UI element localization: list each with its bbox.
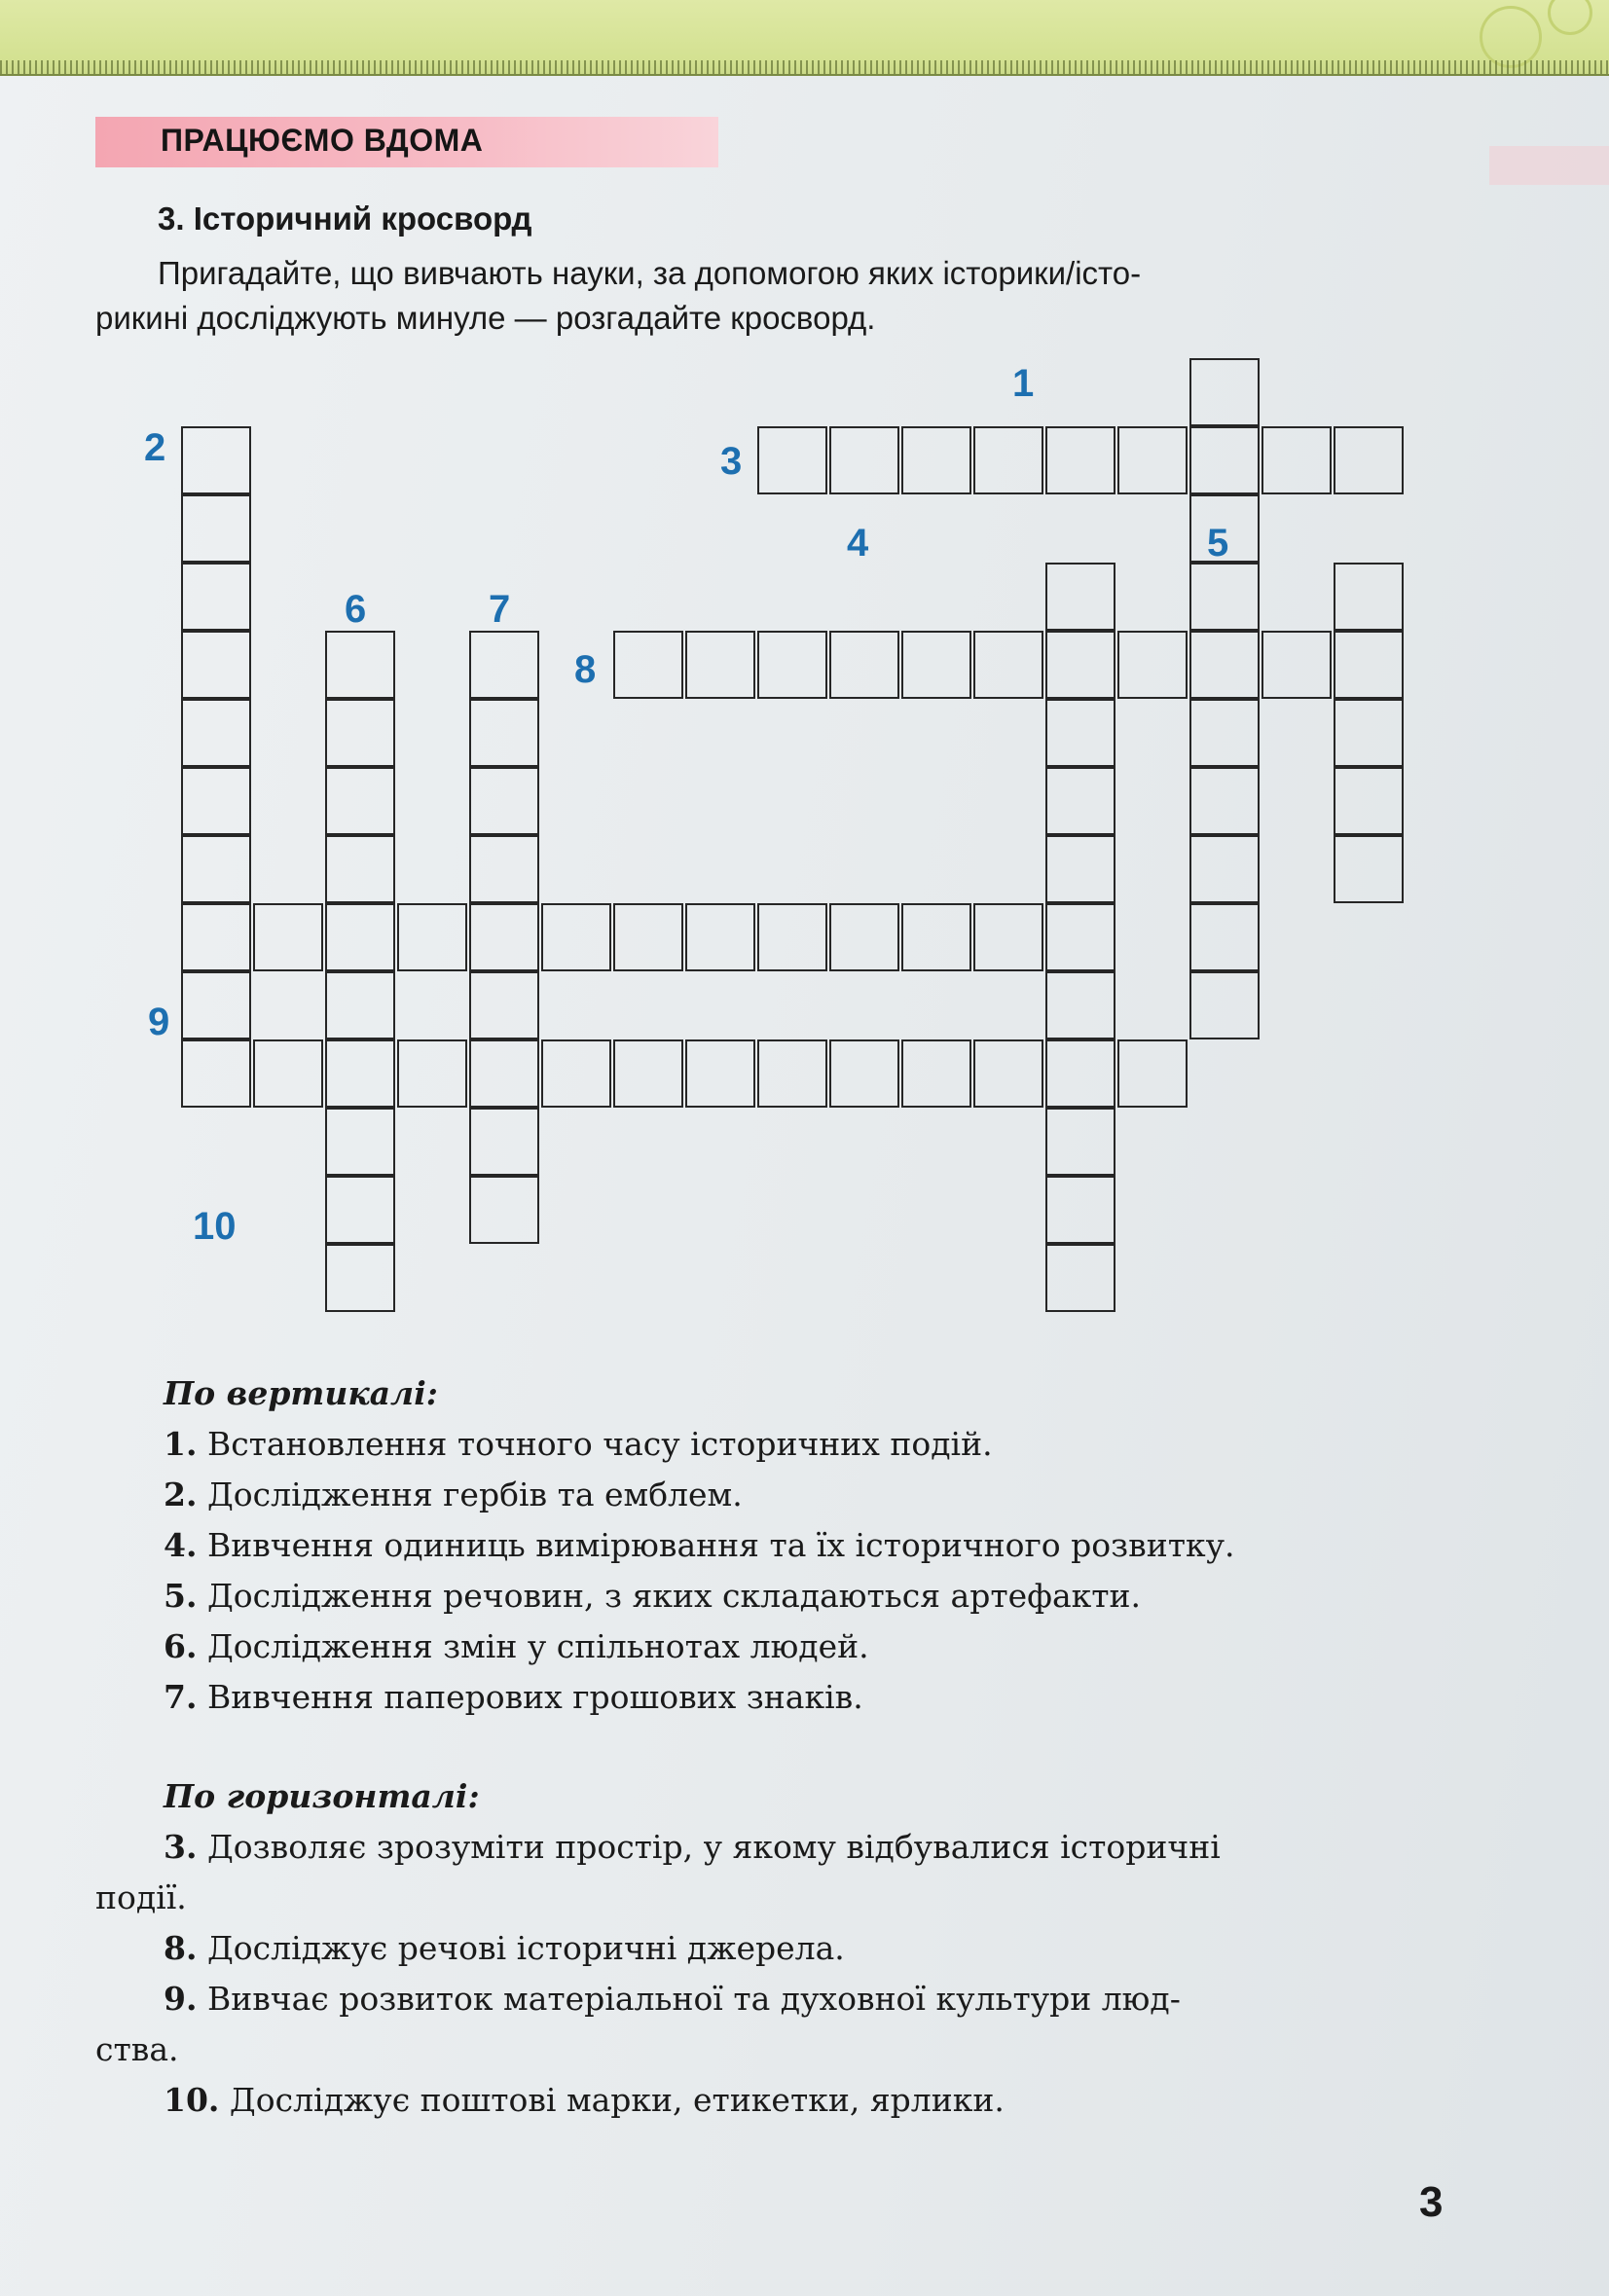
crossword-cell[interactable]	[469, 767, 539, 835]
crossword-cell[interactable]	[757, 631, 827, 699]
task-title: 3. Історичний кросворд	[158, 200, 532, 237]
crossword-cell[interactable]	[1045, 1039, 1115, 1108]
crossword-cell[interactable]	[181, 835, 251, 903]
clue-number-9: 9	[148, 1001, 170, 1043]
crossword-cell[interactable]	[1045, 835, 1115, 903]
crossword-cell[interactable]	[253, 903, 323, 971]
crossword-cell[interactable]	[181, 1039, 251, 1108]
crossword-cell[interactable]	[469, 835, 539, 903]
crossword-cell[interactable]	[1334, 631, 1404, 699]
crossword-cell[interactable]	[325, 631, 395, 699]
crossword-cell[interactable]	[181, 903, 251, 971]
crossword-cell[interactable]	[901, 903, 971, 971]
horizontal-clue-8: 8. Досліджує речові історичні джерела.	[164, 1929, 845, 1967]
crossword-cell[interactable]	[325, 835, 395, 903]
crossword-cell[interactable]	[397, 903, 467, 971]
crossword-cell[interactable]	[325, 767, 395, 835]
horizontal-clue-9-continuation: ства.	[95, 2030, 179, 2068]
crossword-cell[interactable]	[757, 426, 827, 494]
crossword-cell[interactable]	[1045, 563, 1115, 631]
crossword-cell[interactable]	[181, 767, 251, 835]
crossword-cell[interactable]	[469, 1108, 539, 1176]
vertical-clue-4: 4. Вивчення одиниць вимірювання та їх історичного розвитку.	[164, 1526, 1235, 1564]
crossword-cell[interactable]	[829, 1039, 899, 1108]
crossword-cell[interactable]	[901, 631, 971, 699]
crossword-cell[interactable]	[469, 699, 539, 767]
crossword-cell[interactable]	[1045, 1176, 1115, 1244]
crossword-cell[interactable]	[181, 631, 251, 699]
crossword-cell[interactable]	[973, 903, 1043, 971]
clue-number-5: 5	[1207, 522, 1229, 565]
decorative-ruler	[0, 60, 1609, 74]
clue-number-1: 1	[1012, 362, 1035, 405]
clue-number-2: 2	[144, 426, 166, 469]
crossword-cell[interactable]	[973, 426, 1043, 494]
crossword-cell[interactable]	[541, 903, 611, 971]
clue-number-6: 6	[345, 588, 367, 631]
crossword-cell[interactable]	[685, 631, 755, 699]
crossword-cell[interactable]	[1334, 767, 1404, 835]
crossword-cell[interactable]	[181, 494, 251, 563]
crossword-cell[interactable]	[829, 631, 899, 699]
crossword-cell[interactable]	[613, 631, 683, 699]
crossword-cell[interactable]	[1189, 835, 1260, 903]
vertical-clue-6: 6. Дослідження змін у спільнотах людей.	[164, 1627, 869, 1665]
crossword-cell[interactable]	[1189, 903, 1260, 971]
crossword-cell[interactable]	[1045, 631, 1115, 699]
crossword-cell[interactable]	[325, 1039, 395, 1108]
page-number: 3	[1419, 2178, 1444, 2226]
horizontal-clue-9: 9. Вивчає розвиток матеріальної та духовної культури люд-	[164, 1980, 1181, 2018]
crossword-cell[interactable]	[1045, 1108, 1115, 1176]
crossword-cell[interactable]	[829, 903, 899, 971]
crossword-cell[interactable]	[1262, 426, 1332, 494]
clue-number-3: 3	[720, 440, 743, 483]
crossword-cell[interactable]	[469, 903, 539, 971]
crossword-cell[interactable]	[829, 426, 899, 494]
crossword-cell[interactable]	[1189, 631, 1260, 699]
crossword-cell[interactable]	[181, 699, 251, 767]
crossword-cell[interactable]	[685, 1039, 755, 1108]
crossword-cell[interactable]	[613, 1039, 683, 1108]
crossword-cell[interactable]	[469, 631, 539, 699]
crossword-cell[interactable]	[325, 1176, 395, 1244]
task-intro-line-1: Пригадайте, що вивчають науки, за допомогою яких історики/істо-	[158, 255, 1142, 291]
crossword-cell[interactable]	[1334, 563, 1404, 631]
vertical-clue-7: 7. Вивчення паперових грошових знаків.	[164, 1678, 863, 1716]
crossword-cell[interactable]	[1334, 426, 1404, 494]
crossword-cell[interactable]	[1045, 971, 1115, 1039]
crossword-cell[interactable]	[253, 1039, 323, 1108]
decorative-bleed	[1489, 146, 1609, 185]
crossword-cell[interactable]	[901, 426, 971, 494]
crossword-cell[interactable]	[685, 903, 755, 971]
crossword-cell[interactable]	[325, 1244, 395, 1312]
crossword-cell[interactable]	[181, 563, 251, 631]
crossword-cell[interactable]	[325, 699, 395, 767]
crossword-cell[interactable]	[181, 971, 251, 1039]
crossword-cell[interactable]	[1189, 358, 1260, 426]
crossword-cell[interactable]	[1045, 767, 1115, 835]
crossword-cell[interactable]	[973, 1039, 1043, 1108]
crossword-cell[interactable]	[1117, 631, 1188, 699]
horizontal-clue-10: 10. Досліджує поштові марки, етикетки, ярлики.	[164, 2081, 1005, 2119]
crossword-cell[interactable]	[1117, 426, 1188, 494]
crossword-cell[interactable]	[1189, 563, 1260, 631]
crossword-cell[interactable]	[1117, 1039, 1188, 1108]
clue-number-4: 4	[847, 522, 869, 565]
crossword-cell[interactable]	[973, 631, 1043, 699]
crossword-cell[interactable]	[757, 1039, 827, 1108]
crossword-cell[interactable]	[469, 1176, 539, 1244]
crossword-cell[interactable]	[1045, 699, 1115, 767]
crossword-cell[interactable]	[325, 1108, 395, 1176]
horizontal-heading: По горизонталі:	[164, 1777, 480, 1815]
crossword-cell[interactable]	[1045, 426, 1115, 494]
clue-number-10: 10	[193, 1205, 237, 1248]
crossword-cell[interactable]	[397, 1039, 467, 1108]
crossword-cell[interactable]	[325, 971, 395, 1039]
crossword-cell[interactable]	[1262, 631, 1332, 699]
crossword-cell[interactable]	[1334, 699, 1404, 767]
horizontal-clue-3-continuation: події.	[95, 1878, 187, 1916]
crossword-cell[interactable]	[541, 1039, 611, 1108]
crossword-cell[interactable]	[325, 903, 395, 971]
crossword-cell[interactable]	[901, 1039, 971, 1108]
task-intro-line-2: рикині досліджують минуле — розгадайте кросворд.	[95, 300, 876, 336]
vertical-clue-2: 2. Дослідження гербів та емблем.	[164, 1476, 743, 1513]
crossword-cell[interactable]	[1189, 767, 1260, 835]
crossword-cell[interactable]	[469, 971, 539, 1039]
crossword-cell[interactable]	[1189, 699, 1260, 767]
divider	[0, 74, 1609, 76]
vertical-heading: По вертикалі:	[164, 1374, 438, 1412]
crossword-cell[interactable]	[1334, 835, 1404, 903]
crossword-cell[interactable]	[1189, 971, 1260, 1039]
decorative-circle	[1480, 6, 1542, 68]
vertical-clue-5: 5. Дослідження речовин, з яких складаються артефакти.	[164, 1577, 1141, 1615]
crossword-cell[interactable]	[1189, 426, 1260, 494]
vertical-clue-1: 1. Встановлення точного часу історичних подій.	[164, 1425, 993, 1463]
crossword-cell[interactable]	[469, 1039, 539, 1108]
clue-number-8: 8	[574, 648, 597, 691]
clue-number-7: 7	[489, 588, 511, 631]
horizontal-clue-3: 3. Дозволяє зрозуміти простір, у якому відбувалися історичні	[164, 1828, 1221, 1866]
crossword-cell[interactable]	[613, 903, 683, 971]
crossword-cell[interactable]	[757, 903, 827, 971]
crossword-cell[interactable]	[1045, 903, 1115, 971]
crossword-cell[interactable]	[181, 426, 251, 494]
crossword-cell[interactable]	[1045, 1244, 1115, 1312]
section-header: ПРАЦЮЄМО ВДОМА	[161, 123, 484, 158]
